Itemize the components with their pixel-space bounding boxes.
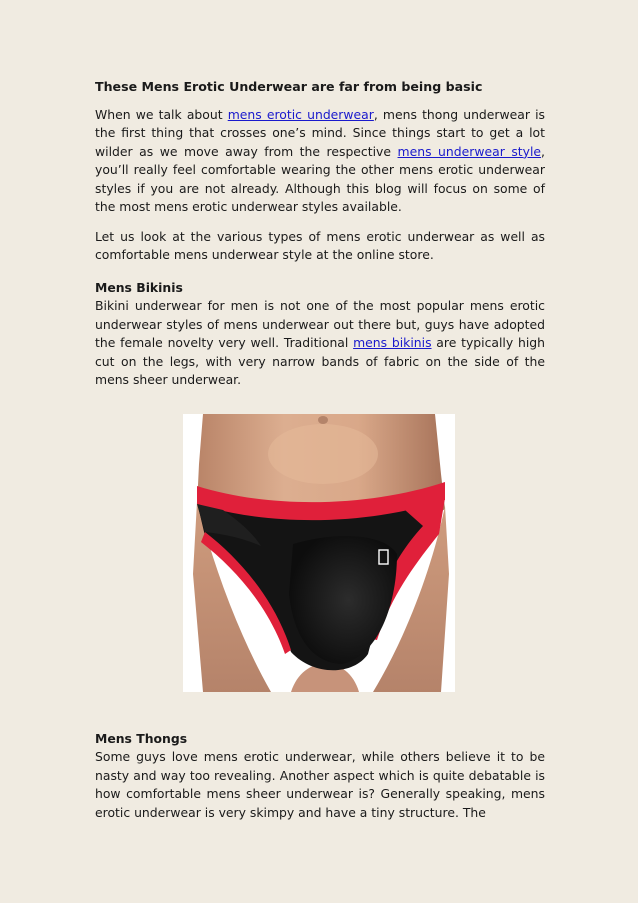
intro-text-3: , you’ll really feel comfortable wearing the other mens erotic underwear styles if you are not already. Although this blog will focus on some of the most mens erotic underwear styles available. [95, 143, 545, 215]
product-photo-bikini-brief [183, 414, 455, 692]
document-title: These Mens Erotic Underwear are far from being basic [95, 79, 483, 94]
link-mens-underwear-style[interactable]: mens underwear style [397, 143, 542, 159]
intro-paragraph [95, 106, 545, 216]
intro-paragraph-2: Let us look at the various types of mens erotic underwear as well as comfortable mens underwear style at the online store. [95, 229, 545, 263]
section-mens-bikinis [95, 279, 545, 389]
intro-text-2: , mens thong underwear is the first thing that crosses one’s mind. Since things start to get a lot wilder as we move away from the respective [95, 107, 545, 159]
link-mens-erotic-underwear[interactable]: mens erotic underwear [227, 107, 374, 122]
bikini-brief-illustration [183, 414, 455, 692]
link-mens-bikinis[interactable]: mens bikinis [353, 335, 432, 351]
bikinis-text-2: are typically high cut on the legs, with very narrow bands of fabric on the side of the mens sheer underwear. [95, 335, 545, 388]
thongs-text: Some guys love mens erotic underwear, while others believe it to be nasty and way too revealing. Another aspect which is quite debatable is how comfortable mens sheer underwear is? Generally speaking, mens erotic underwear is very skimpy and have a tiny structure. The [95, 749, 545, 820]
heading-mens-bikinis: Mens Bikinis [95, 280, 183, 295]
heading-mens-thongs: Mens Thongs [95, 731, 188, 746]
bikinis-text-1: Bikini underwear for men is not one of the most popular mens erotic underwear styles of mens underwear out there but, guys have adopted the female novelty very well. Traditional [95, 298, 545, 351]
intro-text-1: When we talk about [95, 107, 228, 122]
section-mens-thongs [95, 730, 545, 822]
